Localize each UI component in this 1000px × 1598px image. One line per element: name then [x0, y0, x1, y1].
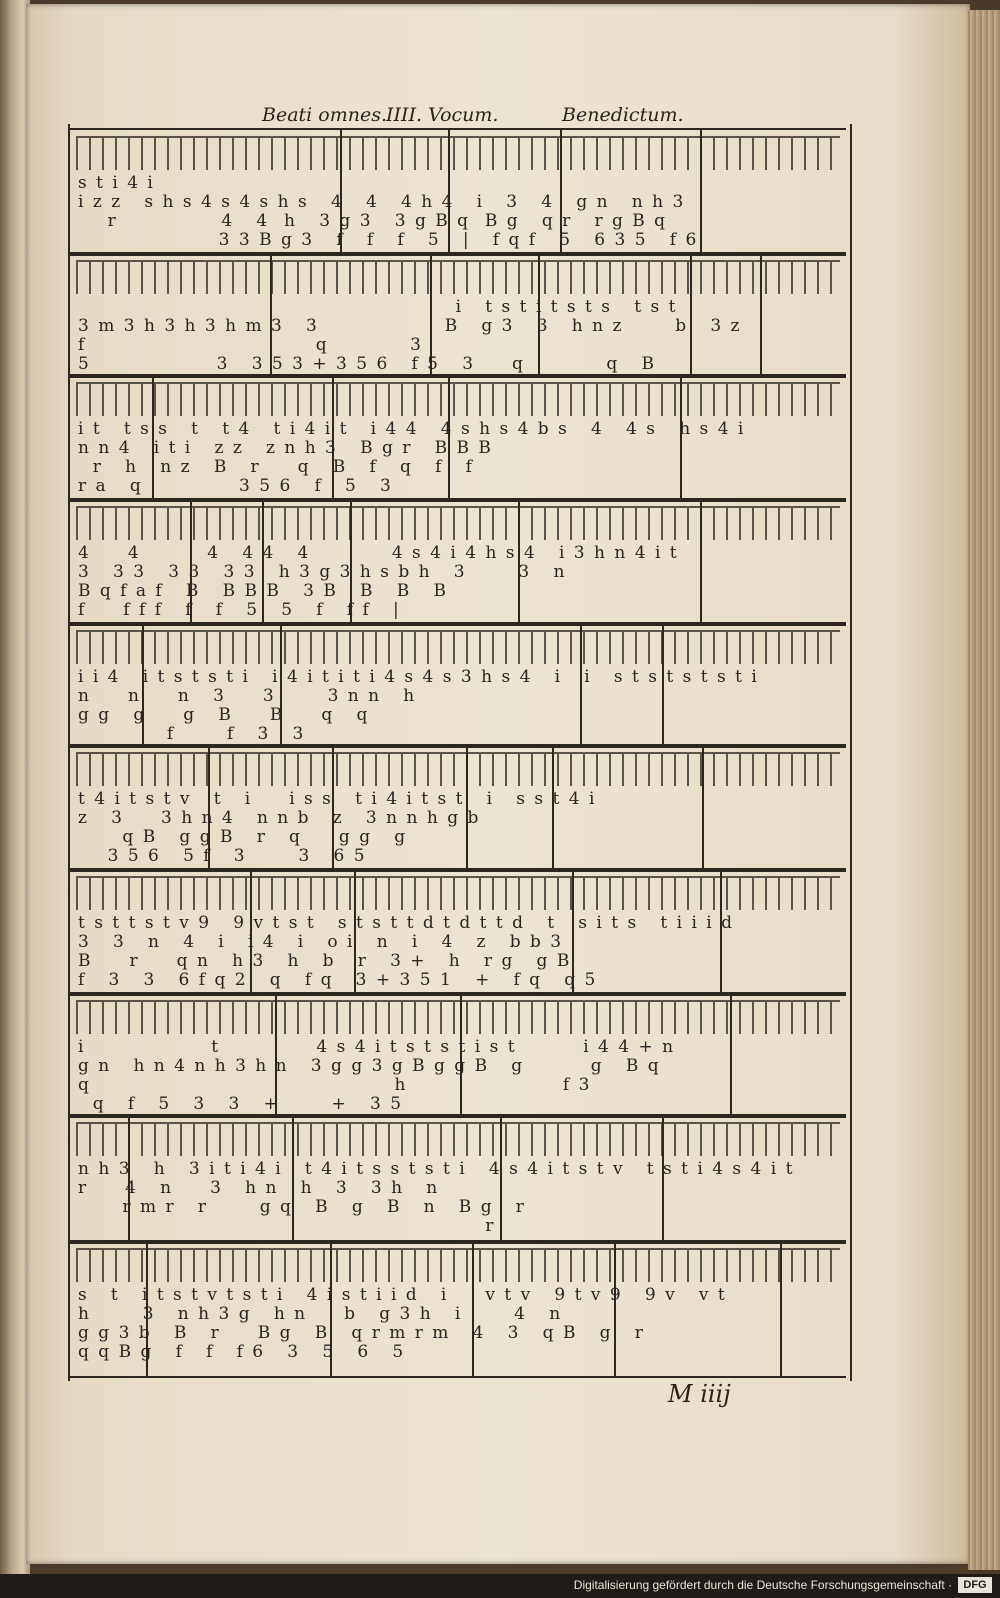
running-head-right: Benedictum.	[562, 104, 684, 126]
tablature-line: r a q 3 5 6 f 5 3	[78, 476, 393, 496]
tablature-line: f q 3	[78, 335, 423, 355]
tablature-line: f 3 3 6 f q 2 q f q 3 + 3 5 1 + f q q 5	[78, 970, 598, 990]
tablature-system	[70, 498, 846, 626]
tablature-line: f f f f f f 5 5 f f f |	[78, 600, 401, 620]
rhythm-flags	[76, 752, 840, 786]
tablature-line: 3 3 3 3 3 3 3 h 3 g 3 h s b h 3 3 n	[78, 562, 567, 582]
tablature-line: g g g g B B q q	[78, 705, 370, 725]
tablature-line: z 3 3 h n 4 n n b z 3 n n h g b	[78, 808, 481, 828]
tablature-letters	[78, 1286, 842, 1362]
rhythm-flags	[76, 630, 840, 664]
tablature-line: r 4 n 3 h n h 3 3 h n	[78, 1178, 440, 1198]
tablature-system	[70, 1240, 846, 1378]
tablature-line: r m r r g q B g B n B g r	[78, 1197, 526, 1217]
tablature-line: f f 3 3	[78, 724, 306, 744]
tablature-line: g n h n 4 n h 3 h n 3 g g 3 g B g g B g g B q	[78, 1056, 661, 1076]
tablature-line: h 3 n h 3 g h n b g 3 h i 4 n	[78, 1304, 563, 1324]
tablature-line: i t s t i t s t s t s t	[78, 297, 678, 317]
tablature-system	[70, 1114, 846, 1244]
running-head-middle: IIII. Vocum.	[386, 104, 499, 126]
digitization-footer	[0, 1574, 1000, 1598]
tablature-line: i z z s h s 4 s 4 s h s 4 4 4 h 4 i 3 4 g n n h 3	[78, 192, 686, 212]
tablature-line: r h n z B r q B f q f f	[78, 457, 474, 477]
rhythm-flags	[76, 1122, 840, 1156]
tablature-system	[70, 992, 846, 1118]
tablature-line: n n 4 i t i z z z n h 3 B g r B B B	[78, 438, 493, 458]
footer-credit: Digitalisierung gefördert durch die Deutsche Forschungsgemeinschaft ·	[573, 1578, 952, 1592]
tablature-letters	[78, 790, 842, 866]
running-head-left: Beati omnes.	[262, 104, 388, 126]
tablature-line: 3 m 3 h 3 h 3 h m 3 3 B g 3 3 h n z b 3 z	[78, 316, 742, 336]
tablature-system	[70, 252, 846, 378]
rhythm-flags	[76, 1248, 840, 1282]
rhythm-flags	[76, 382, 840, 416]
rhythm-flags	[76, 260, 840, 294]
tablature-line: n h 3 h 3 i t i 4 i t 4 i t s s t s t i 4 s 4 i t s t v t s t i 4 s 4 i t	[78, 1159, 795, 1179]
tablature-letters	[78, 174, 842, 250]
page-fore-edge	[968, 10, 1000, 1570]
tablature-line: g g 3 b B r B g B q r m r m 4 3 q B g r	[78, 1323, 645, 1343]
tablature-letters	[78, 1038, 842, 1114]
tablature-line: i i 4 i t s t s t i i 4 i t i t i 4 s 4 s 3 h s 4 i i s t s t s t s t i	[78, 667, 759, 687]
dfg-logo: DFG	[958, 1577, 992, 1593]
tablature-line: q B g g B r q g g g	[78, 827, 408, 847]
tablature-line: s t i t s t v t s t i 4 i s t i i d i v t v 9 t v 9 9 v v t	[78, 1285, 727, 1305]
tablature-letters	[78, 420, 842, 496]
tablature-line: B q f a f B B B B 3 B B B B	[78, 581, 448, 601]
tablature-line: s t i 4 i	[78, 173, 155, 193]
tablature-letters	[78, 1160, 842, 1236]
tablature-line: 3 3 n 4 i i 4 i o i n i 4 z b b 3	[78, 932, 564, 952]
tablature-line: r	[78, 1216, 496, 1236]
signature-mark: M iiij	[668, 1380, 731, 1408]
tablature-system	[70, 622, 846, 748]
tablature-line: t 4 i t s t v t i i s s t i 4 i t s t i s s t 4 i	[78, 789, 597, 809]
tablature-line: 3 5 6 5 f 3 3 6 5	[78, 846, 367, 866]
tablature-line: 3 3 B g 3 f f f 5 | f q f 5 6 3 5 f 6	[78, 230, 699, 250]
tablature-line: 4 4 4 4 4 4 4 s 4 i 4 h s 4 i 3 h n 4 i t	[78, 543, 679, 563]
tablature-line: B r q n h 3 h b r 3 + h r g g B	[78, 951, 572, 971]
tablature-line: q h f 3	[78, 1075, 592, 1095]
tablature-letters	[78, 544, 842, 620]
tablature-line: q q B g f f f 6 3 5 6 5	[78, 1342, 406, 1362]
tablature-line: 5 3 3 5 3 + 3 5 6 f 5 3 q q B	[78, 354, 656, 374]
tablature-line: n n n 3 3 3 n n h	[78, 686, 417, 706]
rhythm-flags	[76, 1000, 840, 1034]
tablature-system	[70, 374, 846, 502]
rhythm-flags	[76, 876, 840, 910]
tablature-line: t s t t s t v 9 9 v t s t s t s t t d t d t t d t s i t s t i i i d	[78, 913, 735, 933]
tablature-line: q f 5 3 3 + + 3 5	[78, 1094, 404, 1114]
tablature-system	[70, 744, 846, 872]
tablature-system	[70, 868, 846, 996]
tablature-system	[70, 128, 846, 256]
tablature-letters	[78, 668, 842, 744]
tablature-letters	[78, 914, 842, 990]
tablature-line: i t 4 s 4 i t s t s t i s t i 4 4 + n	[78, 1037, 676, 1057]
tablature-line: i t t s s t t 4 t i 4 i t i 4 4 4 s h s 4 b s 4 4 s h s 4 i	[78, 419, 746, 439]
rhythm-flags	[76, 136, 840, 170]
tablature-line: r 4 4 h 3 g 3 3 g B q B g q r r g B q	[78, 211, 668, 231]
tablature-letters	[78, 298, 842, 374]
